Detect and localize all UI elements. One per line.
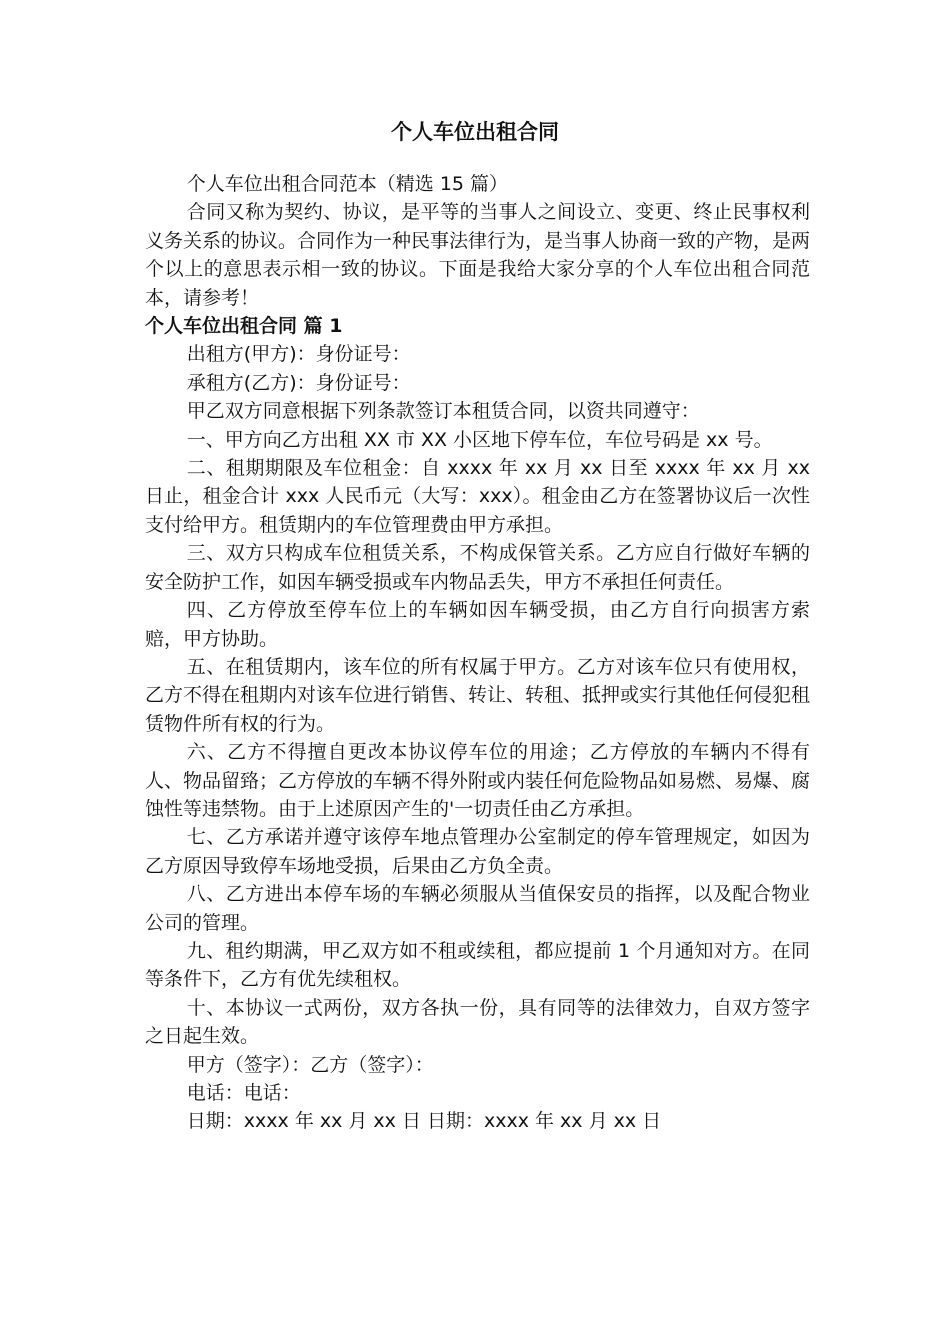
date-line: 日期：xxxx 年 xx 月 xx 日 日期：xxxx 年 xx 月 xx 日 (186, 1110, 662, 1133)
intro-subtitle: 个人车位出租合同范本（精选 15 篇） (186, 173, 509, 195)
clause-8: 八、乙方进出本停车场的车辆必须服从当值保安员的指挥，以及配合物业公司的管理。 (145, 883, 810, 934)
clause-6: 六、乙方不得擅自更改本协议停车位的用途；乙方停放的车辆内不得有人、物品留臵；乙方停放的车辆不得外附或内装任何危险物品如易燃、易爆、腐蚀性等违禁物。由于上述原因产生的'一切责任由乙方承担。 (145, 741, 811, 820)
document-body (145, 170, 810, 1136)
signature-line: 甲方（签字）：乙方（签字）： (186, 1053, 434, 1076)
intro-paragraph: 合同又称为契约、协议，是平等的当事人之间设立、变更、终止民事权利义务关系的协议。合同作为一种民事法律行为，是当事人协商一致的产物，是两个以上的意思表示相一致的协议。下面是我给大家分享的个人车位出租合同范本，请参考！ (145, 201, 811, 309)
clause-7: 七、乙方承诺并遵守该停车地点管理办公室制定的停车管理规定，如因为乙方原因导致停车场地受损，后果由乙方负全责。 (145, 826, 810, 877)
clause-4: 四、乙方停放至停车位上的车辆如因车辆受损，由乙方自行向损害方索赔，甲方协助。 (145, 599, 810, 650)
phone-line: 电话：电话： (186, 1082, 301, 1104)
clause-3: 三、双方只构成车位租赁关系，不构成保管关系。乙方应自行做好车辆的安全防护工作，如因车辆受损或车内物品丢失，甲方不承担任何责任。 (145, 542, 810, 593)
lessee-line: 承租方(乙方)：身份证号： (186, 371, 411, 394)
clause-5: 五、在租赁期内，该车位的所有权属于甲方。乙方对该车位只有使用权，乙方不得在租期内对该车位进行销售、转让、转租、抵押或实行其他任何侵犯租赁物件所有权的行为。 (145, 655, 811, 735)
clause-2: 二、租期期限及车位租金：自 xxxx 年 xx 月 xx 日至 xxxx 年 xx 月 xx 日止，租金合计 xxx 人民币元（大写：xxx）。租金由乙方在签署协议后一次性支付给甲方。租赁期内的车位管理费由甲方承担。 (145, 457, 810, 536)
clause-1: 一、甲方向乙方出租 XX 市 XX 小区地下停车位，车位号码是 xx 号。 (186, 428, 773, 451)
document-title: 个人车位出租合同 (391, 120, 559, 144)
clause-9: 九、租约期满，甲乙双方如不租或续租，都应提前 1 个月通知对方。在同等条件下，乙方有优先续租权。 (145, 939, 810, 991)
clause-10: 十、本协议一式两份，双方各执一份，具有同等的法律效力，自双方签字之日起生效。 (145, 996, 810, 1048)
lessor-line: 出租方(甲方)：身份证号： (186, 343, 411, 366)
preamble-line: 甲乙双方同意根据下列条款签订本租赁合同，以资共同遵守： (186, 400, 700, 423)
section-heading: 个人车位出租合同 篇 1 (145, 315, 343, 338)
